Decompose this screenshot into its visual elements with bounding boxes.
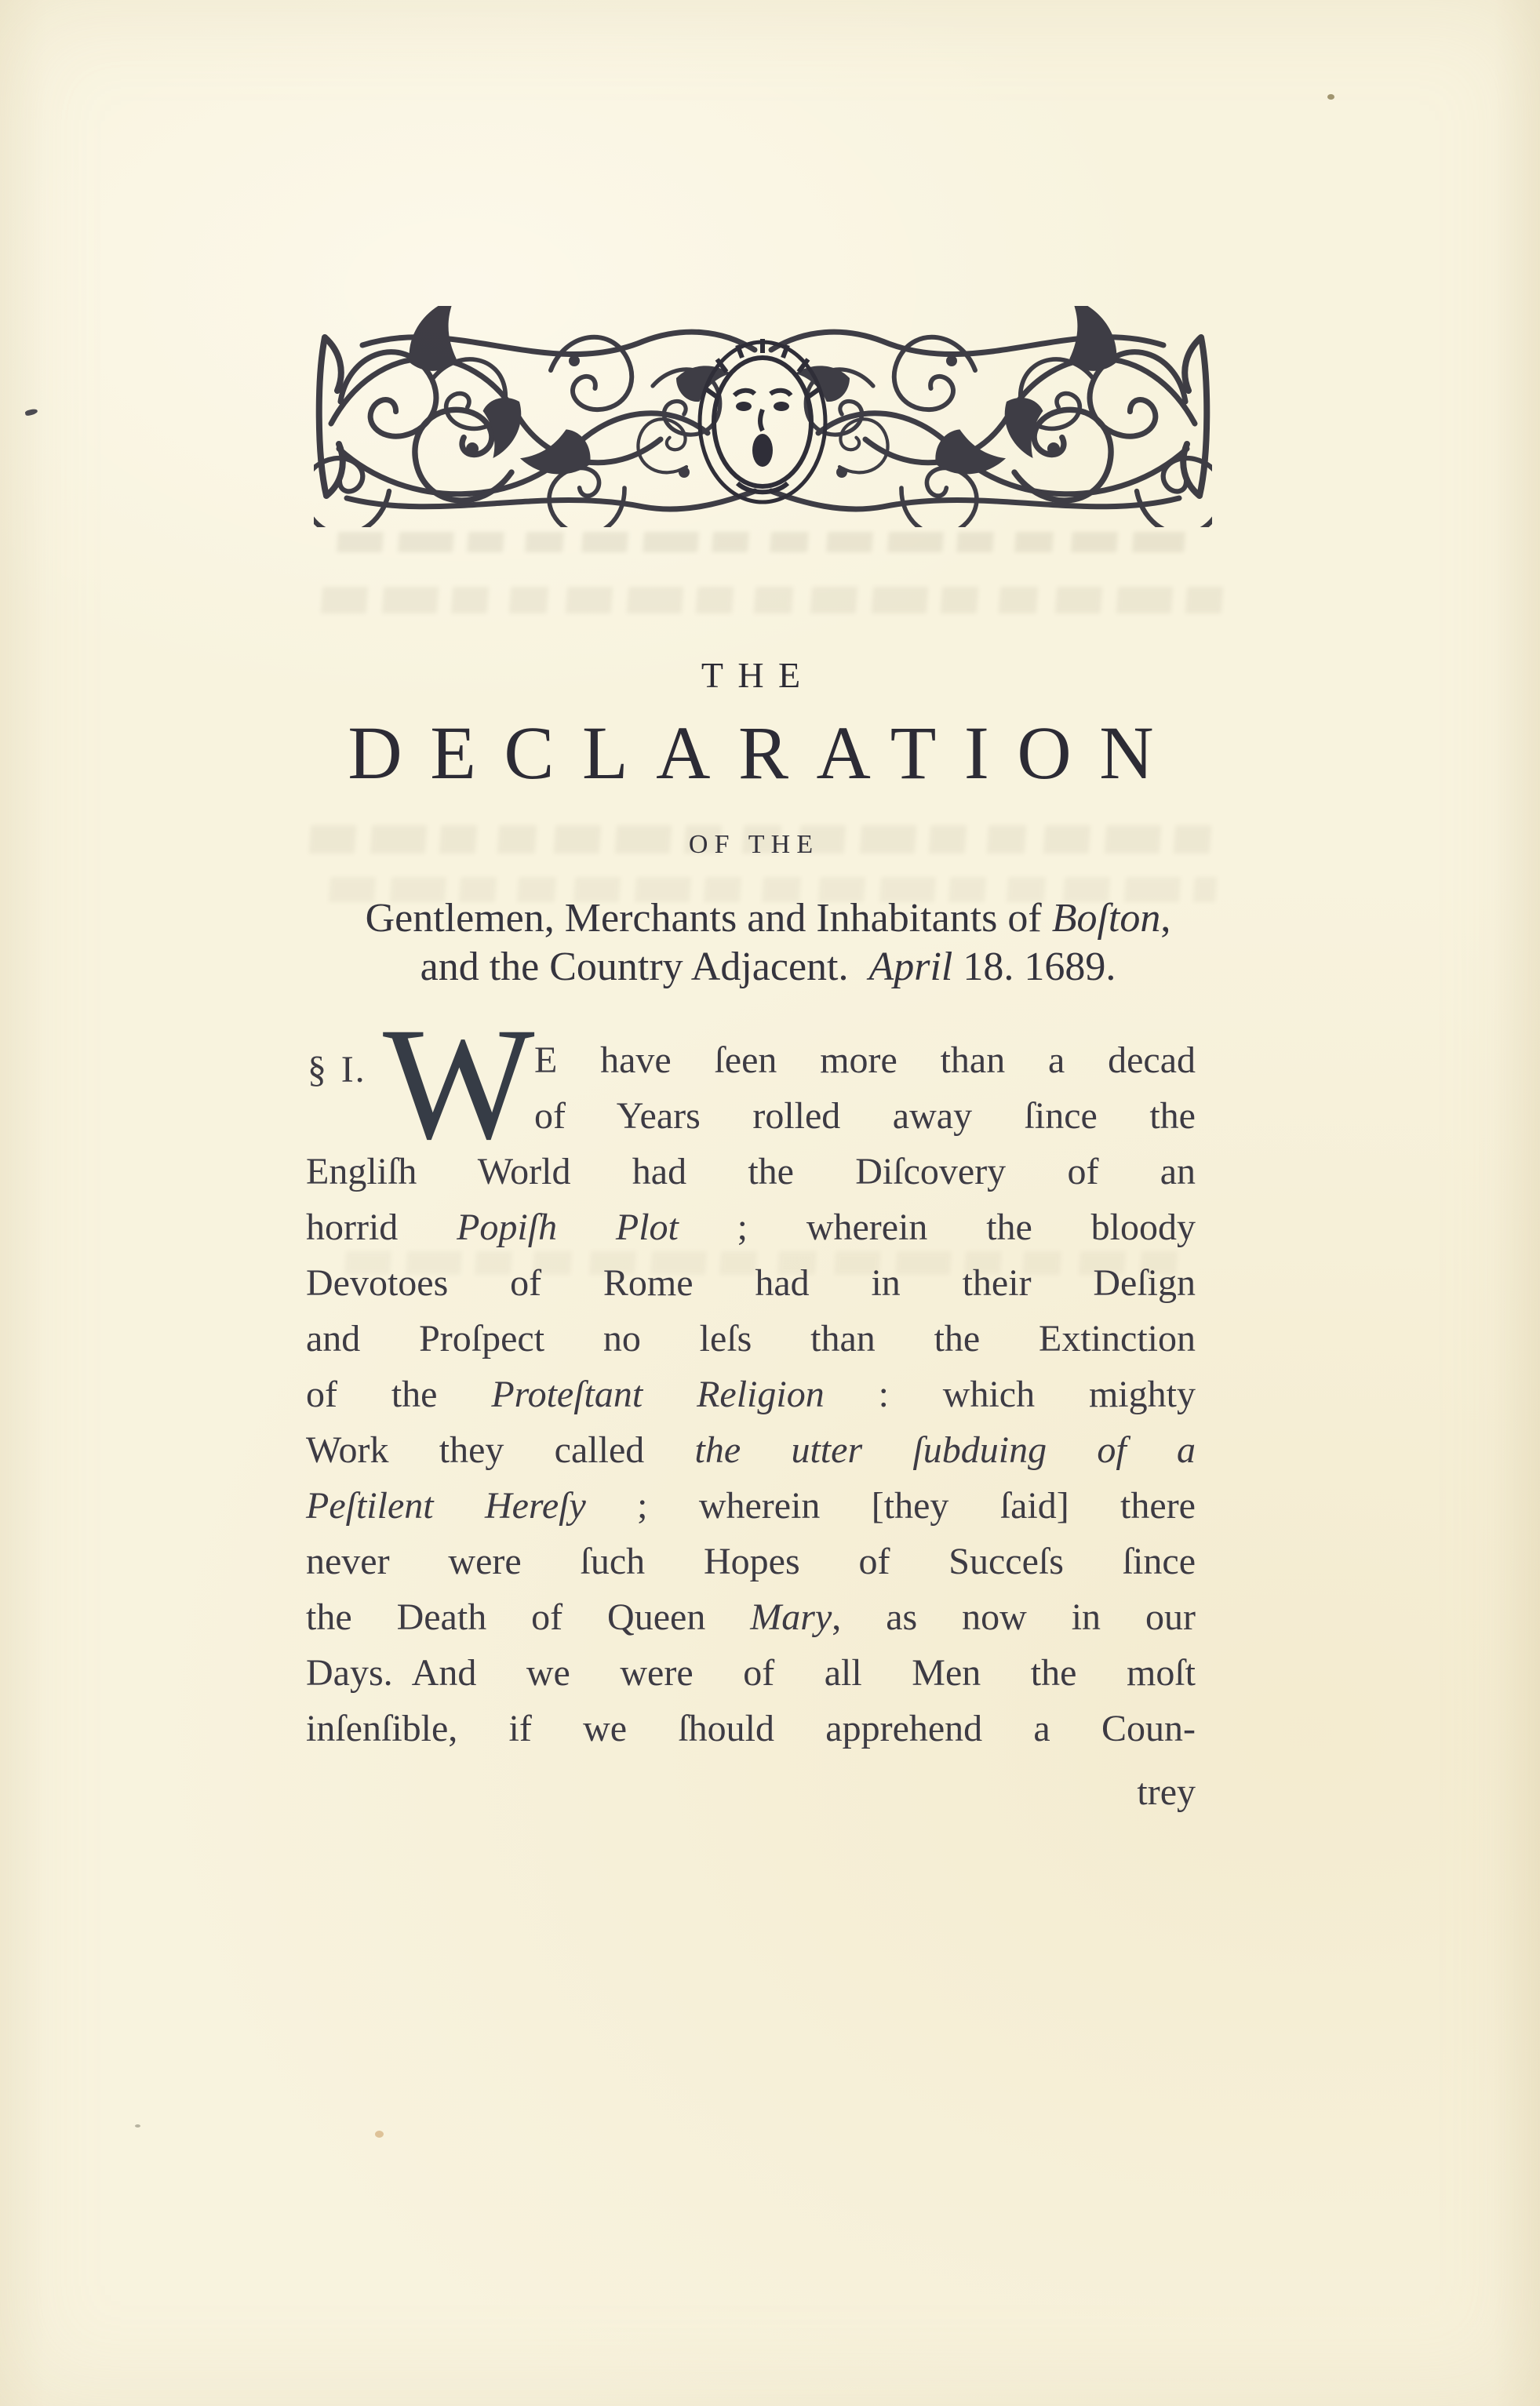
text-run: Popiſh Plot	[457, 1207, 679, 1248]
text-run: April	[868, 945, 953, 989]
show-through-smudge	[337, 532, 1185, 552]
subtitle-line	[304, 943, 1232, 992]
dropcap	[306, 995, 535, 1173]
text-run: the utter ſubduing of a	[694, 1429, 1196, 1471]
text-run: E have ſeen more than a decad	[534, 1039, 1196, 1081]
dropcap-letter: W	[383, 995, 535, 1173]
body-line	[306, 1534, 1196, 1589]
paper-speck	[1327, 94, 1334, 100]
text-run: horrid	[306, 1207, 457, 1248]
text-run: ,	[1160, 896, 1171, 941]
text-run: of the	[306, 1374, 492, 1415]
body-line	[306, 1199, 1196, 1255]
text-run: of Years rolled away ſince the	[534, 1095, 1196, 1137]
body-line	[306, 1255, 1196, 1311]
text-run: ; wherein the bloody	[678, 1207, 1196, 1248]
catchword-line	[306, 1764, 1196, 1820]
text-run: , as now in our	[832, 1596, 1196, 1638]
catchword: trey	[1137, 1771, 1196, 1813]
body-line	[306, 1478, 1196, 1534]
body-line	[306, 1645, 1196, 1701]
section-mark: § I.	[308, 1049, 366, 1090]
text-run: never were ſuch Hopes of Succeſs ſince	[306, 1541, 1196, 1582]
text-run: Days. And we were of all Men the moſt	[306, 1652, 1196, 1694]
body-line	[306, 1311, 1196, 1367]
text-run: Peſtilent Hereſy	[306, 1485, 586, 1527]
subtitle	[304, 894, 1232, 992]
text-run: Boſton	[1051, 896, 1161, 941]
title-of-the: OF THE	[688, 830, 820, 859]
text-run: ; wherein [they ſaid] there	[585, 1485, 1196, 1527]
body-line	[306, 1422, 1196, 1478]
title-kicker: THE	[701, 655, 815, 695]
body-paragraph	[306, 995, 1196, 1820]
text-run: Devotoes of Rome had in their Deſign	[306, 1262, 1196, 1304]
text-run: Engliſh World had the Diſcovery of an	[306, 1151, 1196, 1192]
text-run: and Proſpect no leſs than the Extinction	[306, 1318, 1196, 1360]
text-run: Gentlemen, Merchants and Inhabitants of	[365, 896, 1052, 941]
text-run: and the Country Adjacent.	[420, 945, 869, 989]
body-lines	[306, 1144, 1196, 1756]
paper-speck	[135, 2124, 140, 2128]
show-through-smudge	[321, 587, 1225, 613]
body-line	[306, 1367, 1196, 1422]
page-title: DECLARATION	[348, 711, 1182, 795]
text-run: 18. 1689.	[952, 945, 1116, 989]
text-run: Mary	[750, 1596, 832, 1638]
text-run: the Death of Queen	[306, 1596, 751, 1638]
subtitle-line	[304, 894, 1232, 943]
paper-speck	[375, 2131, 384, 2138]
body-line	[306, 1701, 1196, 1756]
text-run: inſenſible, if we ſhould apprehend a Coun-	[306, 1708, 1196, 1749]
text-run: Proteſtant Religion	[491, 1374, 825, 1415]
text-run: : which mighty	[824, 1374, 1196, 1415]
body-line	[306, 1589, 1196, 1645]
paper-speck	[24, 408, 38, 417]
text-run: Work they called	[306, 1429, 695, 1471]
mask-face	[700, 339, 825, 502]
woodcut-headpiece-ornament	[314, 306, 1212, 527]
